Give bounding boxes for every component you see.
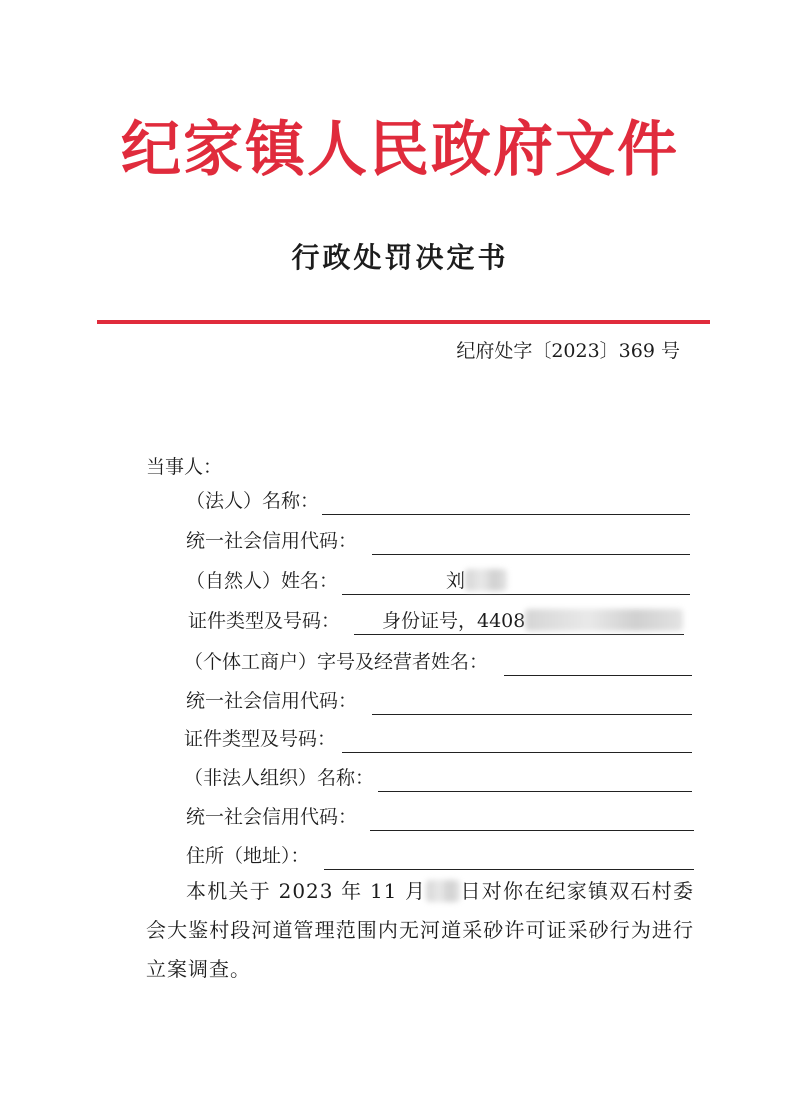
body-text-end: 日对你在纪家镇双石村委会大鉴村段河道管理范围内无河道采砂许可证采砂行为进行立案调查。 xyxy=(146,879,694,981)
party-field-person-name xyxy=(186,566,690,596)
field-blank-line xyxy=(504,647,692,676)
field-value: 刘 xyxy=(446,570,466,592)
field-label: （非法人组织）名称： xyxy=(184,767,375,789)
field-label: （法人）名称： xyxy=(186,490,320,512)
document-title: 行政处罚决定书 xyxy=(291,241,509,274)
field-label: 证件类型及号码： xyxy=(184,728,337,750)
party-field-org-name xyxy=(184,763,692,793)
field-label: 统一社会信用代码： xyxy=(186,530,358,552)
redaction-blur xyxy=(426,880,460,902)
field-blank-line xyxy=(324,841,694,870)
field-blank-line xyxy=(370,802,694,831)
party-field-business-name xyxy=(184,647,692,677)
party-field-credit-code-3 xyxy=(186,802,694,832)
field-label: 证件类型及号码： xyxy=(188,610,341,632)
field-blank-line xyxy=(378,763,692,792)
issuer-masthead: 纪家镇人民政府文件 xyxy=(121,115,679,185)
field-label: 住所（地址）： xyxy=(186,845,310,867)
red-divider-rule xyxy=(97,320,710,324)
party-field-id-number-2 xyxy=(184,724,692,754)
party-heading: 当事人： xyxy=(146,456,223,478)
redaction-blur xyxy=(465,569,507,591)
party-field-legal-name xyxy=(186,486,690,516)
field-label: （个体工商户）字号及经营者姓名： xyxy=(184,651,489,673)
field-blank-line xyxy=(342,566,690,595)
party-field-credit-code xyxy=(186,526,690,556)
redaction-blur xyxy=(525,609,683,631)
body-paragraph xyxy=(146,872,694,989)
party-field-id-number xyxy=(188,606,684,636)
body-text-start: 本机关于 2023 年 11 月 xyxy=(186,879,427,903)
field-blank-line xyxy=(372,686,692,715)
party-field-credit-code-2 xyxy=(186,686,692,716)
field-label: （自然人）姓名： xyxy=(186,570,339,592)
field-blank-line xyxy=(354,606,684,635)
field-label: 统一社会信用代码： xyxy=(186,806,358,828)
field-label: 统一社会信用代码： xyxy=(186,690,358,712)
field-blank-line xyxy=(342,724,692,753)
field-blank-line xyxy=(372,526,690,555)
document-number: 纪府处字〔2023〕369 号 xyxy=(456,340,680,362)
field-value: 身份证号，4408 xyxy=(382,610,526,632)
party-field-address xyxy=(186,841,694,871)
field-blank-line xyxy=(322,486,690,515)
